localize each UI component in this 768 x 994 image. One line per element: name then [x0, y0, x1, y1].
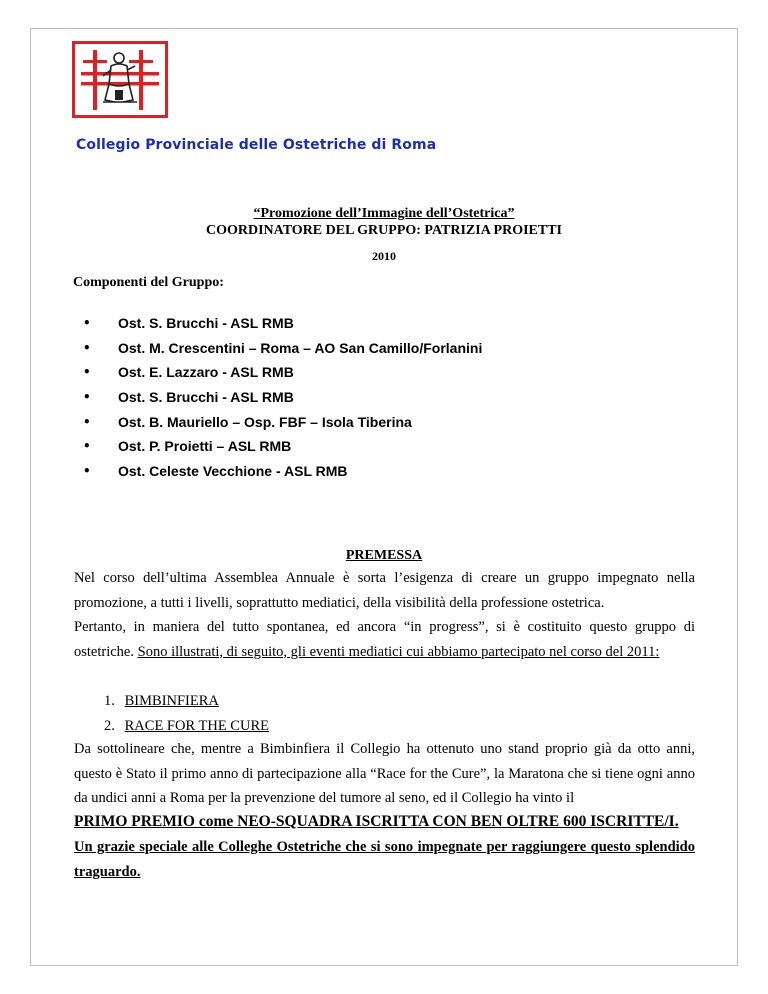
list-item [73, 388, 482, 413]
list-item [73, 314, 482, 339]
emblem-graphic [75, 44, 165, 115]
paragraph-group [74, 615, 695, 664]
bullet-icon: • [83, 340, 91, 355]
bullet-icon: • [83, 439, 91, 454]
list-item [73, 437, 482, 462]
thanks-line: Un grazie speciale alle Colleghe Ostetriche che si sono impegnate per raggiungere questo splendido traguardo. [74, 839, 695, 880]
year: 2010 [372, 249, 396, 263]
event-number: 2. [104, 717, 115, 734]
list-item [73, 339, 482, 364]
member-name: Ost. Celeste Vecchione - ASL RMB [118, 463, 348, 480]
prize-line: PRIMO PREMIO come NEO-SQUADRA ISCRITTA CON BEN OLTRE 600 ISCRITTE/I. [74, 813, 679, 830]
list-item [73, 462, 482, 487]
events-list [74, 689, 269, 738]
bullet-icon: • [83, 414, 91, 429]
coordinator-line: COORDINATORE DEL GRUPPO: PATRIZIA PROIETTI [205, 223, 562, 238]
event-label: RACE FOR THE CURE [124, 717, 269, 734]
college-emblem-icon [72, 41, 168, 118]
paragraph-intro: Nel corso dell’ultima Assemblea Annuale è sorta l’esigenza di creare un gruppo impegnato nella promozione, a tutti i livelli, soprattutto mediatici, della visibilità della professione ostetrica. [74, 570, 695, 611]
event-label: BIMBINFIERA [124, 693, 219, 709]
paragraph-events: Da sottolineare che, mentre a Bimbinfiera il Collegio ha ottenuto uno stand proprio già da otto anni, questo è Stato il primo anno di partecipazione alla “Race for the Cure”, la Maratona che si tiene ogni anno da undici anni a Roma per la prevenzione del tumore al seno, ed il Collegio ha vinto il [74, 741, 695, 806]
event-number: 1. [104, 693, 115, 709]
list-item [74, 714, 269, 739]
member-name: Ost. S. Brucchi - ASL RMB [118, 389, 294, 406]
member-name: Ost. S. Brucchi - ASL RMB [118, 315, 294, 331]
member-name: Ost. P. Proietti – ASL RMB [118, 438, 292, 455]
list-item [73, 413, 482, 438]
project-title: “Promozione dell’Immagine dell’Ostetrica” [253, 206, 515, 221]
member-name: Ost. B. Mauriello – Osp. FBF – Isola Tiberina [118, 413, 412, 430]
list-item [73, 363, 482, 388]
group-heading: Componenti del Gruppo: [73, 275, 224, 290]
paragraph-group-underlined: Sono illustrati, di seguito, gli eventi mediatici cui abbiamo partecipato nel corso del 2011: [137, 643, 660, 660]
bullet-icon: • [83, 365, 91, 380]
bullet-icon: • [83, 390, 91, 405]
paragraph-group-text: Pertanto, in maniera del tutto spontanea, ed ancora “in progress”, si è costituito questo gruppo di ostetriche. [74, 619, 695, 660]
members-list [73, 314, 482, 487]
list-item [74, 689, 269, 714]
bullet-icon: • [83, 464, 91, 479]
bullet-icon: • [83, 316, 91, 330]
org-name: Collegio Provinciale delle Ostetriche di Roma [76, 137, 437, 153]
section-heading-premessa: PREMESSA [345, 548, 423, 563]
member-name: Ost. E. Lazzaro - ASL RMB [118, 364, 294, 381]
member-name: Ost. M. Crescentini – Roma – AO San Camillo/Forlanini [118, 339, 483, 356]
